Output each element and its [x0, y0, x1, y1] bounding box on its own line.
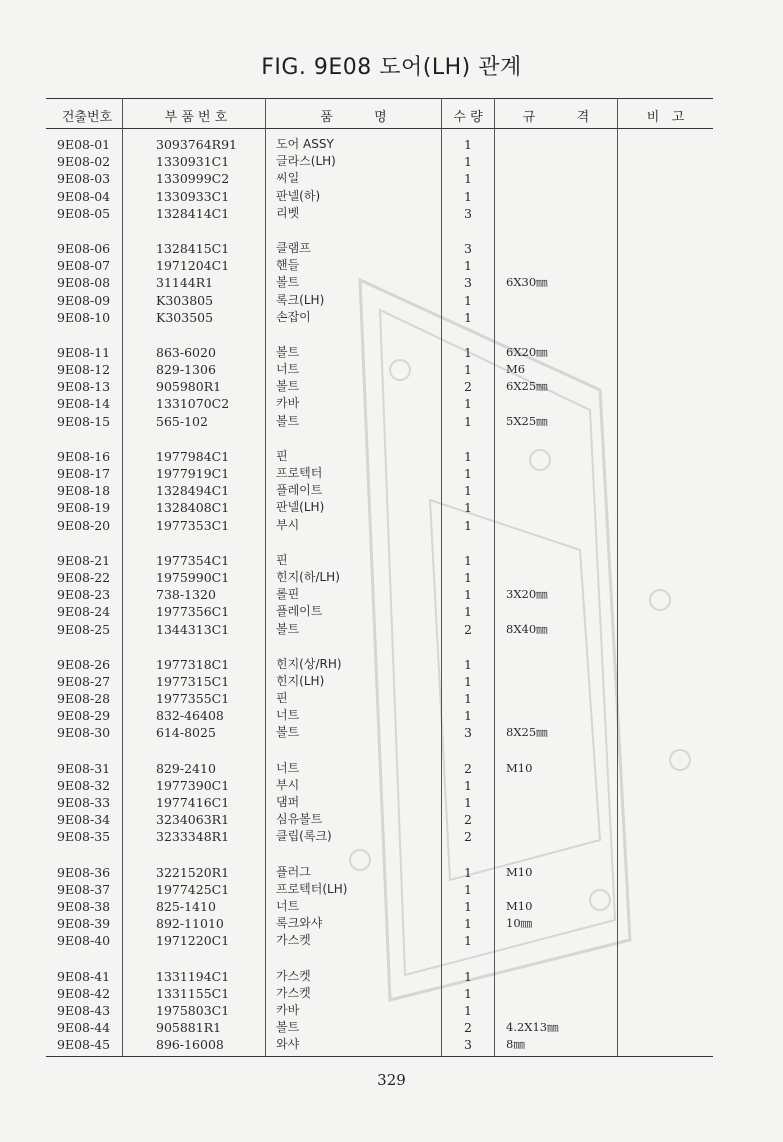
table-row	[0, 656, 783, 673]
part-name: 힌지(LH)	[276, 673, 325, 688]
part-name: 리벳	[276, 205, 300, 220]
part-number: 1977356C1	[156, 604, 230, 620]
part-code: 9E08-02	[57, 154, 111, 170]
part-number: 1975990C1	[156, 569, 230, 585]
part-code: 9E08-33	[57, 795, 111, 810]
header-code: 건출번호	[61, 110, 113, 125]
part-name: 플레이트	[276, 604, 323, 619]
part-name: 볼트	[276, 344, 300, 359]
specification: 8X25㎜	[506, 725, 548, 740]
quantity: 1	[464, 171, 472, 187]
table-row	[0, 690, 783, 707]
specification: 6X20㎜	[506, 344, 548, 359]
part-number: 905980R1	[156, 379, 222, 395]
quantity: 1	[464, 413, 472, 429]
table-row	[0, 603, 783, 620]
part-name: 댐퍼	[276, 795, 300, 809]
part-name: 씨일	[276, 171, 300, 186]
part-code: 9E08-45	[57, 1037, 111, 1053]
part-code: 9E08-39	[57, 916, 111, 932]
part-code: 9E08-36	[57, 864, 111, 880]
part-number: 1344313C1	[156, 621, 230, 637]
row-group	[0, 136, 783, 222]
part-name: 손잡이	[276, 309, 311, 324]
part-number: 905881R1	[156, 1020, 222, 1036]
quantity: 1	[464, 344, 472, 360]
part-name: 카바	[276, 1002, 300, 1017]
part-code: 9E08-16	[57, 448, 111, 464]
table-row	[0, 985, 783, 1002]
table-header	[46, 106, 713, 126]
header-part-no: 부 품 번 호	[164, 110, 228, 125]
part-code: 9E08-15	[57, 413, 111, 429]
part-name: 부시	[276, 517, 300, 532]
specification: 4.2X13㎜	[506, 1020, 559, 1035]
table-row	[0, 898, 783, 915]
part-code: 9E08-25	[57, 621, 111, 637]
quantity: 1	[464, 881, 472, 897]
part-code: 9E08-43	[57, 1002, 111, 1018]
part-name: 클립(록크)	[276, 829, 332, 844]
part-number: 1977354C1	[156, 552, 230, 568]
header-remarks: 비 고	[646, 110, 685, 125]
part-number: 3221520R1	[156, 864, 230, 880]
table-row	[0, 777, 783, 794]
part-code: 9E08-03	[57, 171, 111, 187]
quantity: 3	[464, 725, 472, 741]
table-row	[0, 968, 783, 985]
quantity: 1	[464, 466, 472, 481]
part-code: 9E08-18	[57, 483, 111, 499]
table-row	[0, 136, 783, 153]
part-code: 9E08-30	[57, 725, 111, 741]
part-code: 9E08-05	[57, 205, 111, 221]
part-name: 볼트	[276, 275, 300, 290]
part-code: 9E08-22	[57, 569, 111, 585]
part-number: 829-2410	[156, 760, 216, 776]
part-number: 1977984C1	[156, 448, 230, 464]
part-code: 9E08-14	[57, 396, 111, 412]
part-name: 볼트	[276, 725, 300, 740]
part-code: 9E08-08	[57, 275, 111, 291]
quantity: 1	[464, 448, 472, 464]
part-name: 핀	[276, 448, 288, 463]
row-group	[0, 448, 783, 534]
part-number: 614-8025	[156, 725, 216, 741]
table-row	[0, 378, 783, 395]
part-number: 3233348R1	[156, 829, 230, 845]
part-name: 가스켓	[276, 985, 311, 1000]
table-row	[0, 915, 783, 932]
part-number: 1328415C1	[156, 240, 230, 256]
table-row	[0, 673, 783, 690]
part-name: 핀	[276, 552, 288, 567]
row-group	[0, 240, 783, 326]
part-number: 1977425C1	[156, 881, 230, 897]
part-code: 9E08-26	[57, 656, 111, 672]
row-group	[0, 552, 783, 638]
part-name: 너트	[276, 362, 300, 377]
quantity: 1	[464, 154, 472, 170]
part-number: K303505	[156, 309, 214, 325]
quantity: 1	[464, 292, 472, 308]
quantity: 1	[464, 500, 472, 516]
part-code: 9E08-34	[57, 812, 111, 828]
quantity: 1	[464, 708, 472, 724]
table-header-rule	[46, 128, 713, 129]
specification: M10	[506, 898, 533, 913]
table-row	[0, 621, 783, 638]
quantity: 2	[464, 812, 472, 828]
specification: 8㎜	[506, 1037, 525, 1052]
part-name: 판넬(LH)	[276, 500, 325, 515]
part-number: 1977355C1	[156, 691, 230, 707]
part-code: 9E08-10	[57, 309, 111, 325]
quantity: 1	[464, 483, 472, 499]
table-row	[0, 170, 783, 187]
part-number: 896-16008	[156, 1037, 224, 1053]
part-code: 9E08-35	[57, 829, 111, 845]
table-row	[0, 465, 783, 482]
table-row	[0, 361, 783, 378]
table-row	[0, 188, 783, 205]
table-row	[0, 760, 783, 777]
part-code: 9E08-07	[57, 258, 111, 274]
table-row	[0, 448, 783, 465]
part-number: 565-102	[156, 413, 208, 429]
quantity: 3	[464, 205, 472, 221]
row-group	[0, 656, 783, 742]
part-name: 프로텍터	[276, 466, 323, 480]
part-code: 9E08-42	[57, 985, 111, 1001]
part-number: 3234063R1	[156, 812, 230, 828]
header-qty: 수 량	[453, 110, 483, 125]
table-row	[0, 569, 783, 586]
table-row	[0, 517, 783, 534]
part-name: 가스켓	[276, 933, 311, 948]
page-title: FIG. 9E08 도어(LH) 관계	[261, 55, 522, 80]
part-name: 힌지(상/RH)	[276, 656, 342, 671]
quantity: 3	[464, 1037, 472, 1053]
quantity: 3	[464, 275, 472, 291]
part-name: 핀	[276, 691, 288, 706]
row-group	[0, 968, 783, 1054]
part-name: 클램프	[276, 240, 311, 255]
table-row	[0, 344, 783, 361]
table-row	[0, 205, 783, 222]
quantity: 1	[464, 587, 472, 603]
quantity: 1	[464, 258, 472, 274]
part-number: 1977919C1	[156, 466, 230, 481]
header-spec: 규 격	[522, 110, 590, 125]
table-row	[0, 1019, 783, 1036]
quantity: 1	[464, 396, 472, 412]
part-code: 9E08-23	[57, 587, 111, 603]
table-row	[0, 707, 783, 724]
row-group	[0, 864, 783, 950]
part-code: 9E08-20	[57, 517, 111, 533]
part-name: 도어 ASSY	[276, 137, 334, 151]
part-code: 9E08-24	[57, 604, 111, 620]
table-row	[0, 828, 783, 845]
page-number: 329	[377, 1071, 406, 1089]
part-code: 9E08-32	[57, 777, 111, 793]
part-name: 록크(LH)	[276, 292, 325, 307]
part-name: 부시	[276, 777, 300, 792]
table-row	[0, 482, 783, 499]
quantity: 2	[464, 1020, 472, 1036]
table-row	[0, 292, 783, 309]
part-number: 1971204C1	[156, 258, 230, 274]
table-row	[0, 395, 783, 412]
part-name: 가스켓	[276, 968, 311, 983]
table-row	[0, 794, 783, 811]
quantity: 1	[464, 604, 472, 620]
quantity: 1	[464, 777, 472, 793]
part-number: 1330933C1	[156, 188, 230, 204]
part-number: 1328408C1	[156, 500, 230, 516]
quantity: 1	[464, 656, 472, 672]
part-name: 글라스(LH)	[276, 154, 336, 169]
quantity: 1	[464, 985, 472, 1001]
specification: M10	[506, 760, 533, 775]
table-top-rule	[46, 98, 713, 99]
part-code: 9E08-44	[57, 1020, 111, 1036]
table-row	[0, 864, 783, 881]
table-row	[0, 309, 783, 326]
part-code: 9E08-40	[57, 933, 111, 949]
table-row	[0, 240, 783, 257]
part-number: 1330931C1	[156, 154, 230, 170]
specification: 6X30㎜	[506, 275, 548, 290]
part-code: 9E08-28	[57, 691, 111, 707]
part-code: 9E08-21	[57, 552, 111, 568]
specification: 3X20㎜	[506, 587, 548, 602]
part-code: 9E08-37	[57, 881, 111, 897]
quantity: 1	[464, 968, 472, 984]
quantity: 1	[464, 1002, 472, 1018]
quantity: 3	[464, 240, 472, 256]
quantity: 1	[464, 916, 472, 932]
part-code: 9E08-41	[57, 968, 111, 984]
part-name: 볼트	[276, 1020, 300, 1035]
part-number: K303805	[156, 292, 214, 308]
part-name: 핸들	[276, 258, 300, 273]
part-code: 9E08-38	[57, 898, 111, 914]
table-row	[0, 413, 783, 430]
part-name: 볼트	[276, 379, 300, 394]
table-row	[0, 257, 783, 274]
part-name: 힌지(하/LH)	[276, 569, 340, 584]
part-code: 9E08-06	[57, 240, 111, 256]
table-row	[0, 881, 783, 898]
part-code: 9E08-01	[57, 137, 111, 152]
part-code: 9E08-27	[57, 673, 111, 689]
quantity: 1	[464, 137, 472, 152]
header-name: 품 명	[320, 110, 387, 125]
part-name: 너트	[276, 898, 300, 913]
part-number: 1977416C1	[156, 795, 230, 810]
table-row	[0, 274, 783, 291]
quantity: 1	[464, 188, 472, 204]
part-code: 9E08-13	[57, 379, 111, 395]
part-number: 832-46408	[156, 708, 224, 724]
quantity: 1	[464, 898, 472, 914]
part-name: 와샤	[276, 1037, 300, 1052]
part-code: 9E08-09	[57, 292, 111, 308]
specification: 8X40㎜	[506, 621, 548, 636]
quantity: 1	[464, 362, 472, 378]
quantity: 2	[464, 621, 472, 637]
table-row	[0, 811, 783, 828]
quantity: 1	[464, 517, 472, 533]
parts-table	[0, 136, 783, 1071]
quantity: 1	[464, 691, 472, 707]
part-name: 판넬(하)	[276, 188, 321, 203]
part-name: 너트	[276, 760, 300, 775]
part-name: 볼트	[276, 621, 300, 636]
part-code: 9E08-04	[57, 188, 111, 204]
part-number: 738-1320	[156, 587, 216, 603]
table-row	[0, 1002, 783, 1019]
part-number: 863-6020	[156, 344, 216, 360]
table-row	[0, 552, 783, 569]
quantity: 2	[464, 760, 472, 776]
part-number: 1977318C1	[156, 656, 230, 672]
part-number: 829-1306	[156, 362, 216, 378]
quantity: 1	[464, 933, 472, 949]
part-code: 9E08-12	[57, 362, 111, 378]
part-number: 1331194C1	[156, 968, 230, 984]
part-code: 9E08-11	[57, 344, 111, 360]
part-name: 록크와샤	[276, 916, 323, 931]
table-row	[0, 932, 783, 949]
part-code: 9E08-17	[57, 466, 111, 481]
part-number: 31144R1	[156, 275, 214, 291]
part-name: 플러그	[276, 864, 311, 879]
row-group	[0, 344, 783, 430]
part-name: 심유볼트	[276, 812, 323, 827]
quantity: 2	[464, 379, 472, 395]
row-group	[0, 760, 783, 846]
part-number: 1977353C1	[156, 517, 230, 533]
part-number: 1330999C2	[156, 171, 230, 187]
quantity: 1	[464, 864, 472, 880]
part-name: 카바	[276, 396, 300, 411]
specification: 10㎜	[506, 916, 533, 931]
part-number: 825-1410	[156, 898, 216, 914]
part-code: 9E08-31	[57, 760, 111, 776]
part-number: 1328494C1	[156, 483, 230, 499]
specification: 6X25㎜	[506, 379, 548, 394]
quantity: 1	[464, 552, 472, 568]
part-number: 1977315C1	[156, 673, 230, 689]
table-row	[0, 499, 783, 516]
quantity: 2	[464, 829, 472, 845]
quantity: 1	[464, 309, 472, 325]
part-number: 1331070C2	[156, 396, 230, 412]
part-number: 1328414C1	[156, 205, 230, 221]
table-row	[0, 586, 783, 603]
quantity: 1	[464, 673, 472, 689]
specification: M6	[506, 362, 526, 377]
part-number: 1971220C1	[156, 933, 230, 949]
part-code: 9E08-19	[57, 500, 111, 516]
part-name: 롤핀	[276, 587, 300, 602]
part-number: 892-11010	[156, 916, 224, 932]
part-name: 플레이트	[276, 483, 323, 498]
specification: 5X25㎜	[506, 413, 548, 428]
table-row	[0, 724, 783, 741]
quantity: 1	[464, 569, 472, 585]
part-number: 1975803C1	[156, 1002, 230, 1018]
part-name: 볼트	[276, 413, 300, 428]
part-code: 9E08-29	[57, 708, 111, 724]
table-row	[0, 153, 783, 170]
part-number: 1331155C1	[156, 985, 230, 1001]
part-number: 3093764R91	[156, 137, 237, 152]
specification: M10	[506, 864, 533, 879]
part-number: 1977390C1	[156, 777, 230, 793]
table-row	[0, 1036, 783, 1053]
part-name: 너트	[276, 708, 300, 723]
part-name: 프로텍터(LH)	[276, 881, 348, 896]
quantity: 1	[464, 795, 472, 810]
